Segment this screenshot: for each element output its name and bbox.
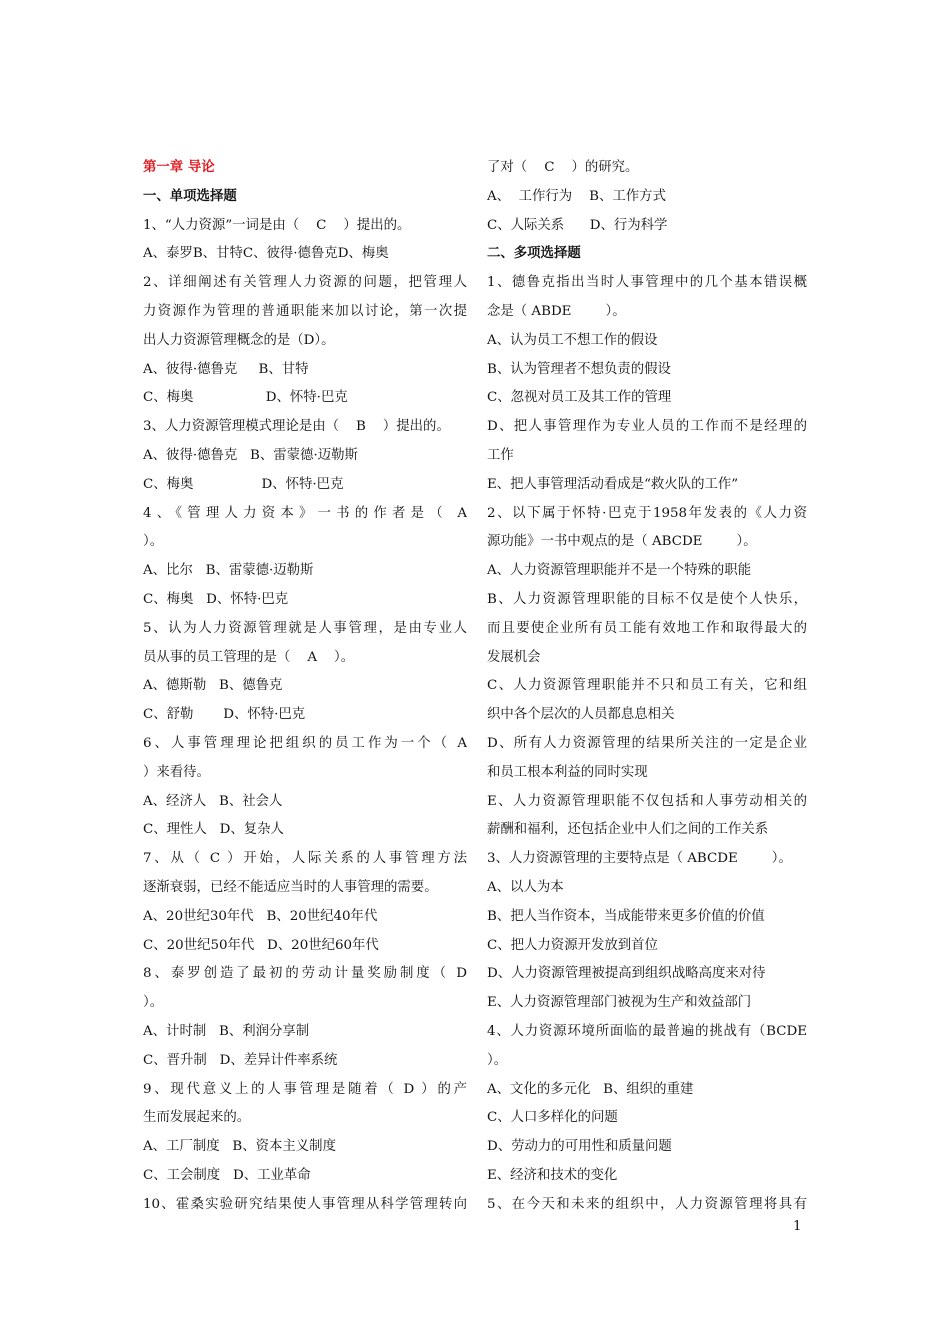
text-line: 2、详细阐述有关管理人力资源的问题，把管理人	[143, 275, 467, 291]
text-line: A、认为员工不想工作的假设	[487, 332, 658, 348]
text-line: A、 工作行为 B、工作方式	[487, 188, 666, 204]
text-line: 4、人力资源环境所面临的最普遍的挑战有（BCDE	[487, 1023, 807, 1039]
text-line: ）。	[143, 995, 164, 1011]
text-line: 工作	[487, 447, 514, 463]
text-line: 5、认为人力资源管理就是人事管理，是由专业人	[143, 620, 467, 636]
left-column	[143, 154, 467, 1219]
text-line: 织中各个层次的人员都息息相关	[487, 707, 675, 723]
section-heading: 二、多项选择题	[487, 246, 581, 262]
text-line: A、彼得·德鲁克 B、雷蒙德·迈勒斯	[143, 447, 358, 463]
text-line: B、人力资源管理职能的目标不仅是使个人快乐，	[487, 591, 807, 607]
text-line: 念是（ ABDE ）。	[487, 303, 626, 319]
text-line: C、梅奥 D、怀特·巴克	[143, 476, 344, 492]
text-line: B、认为管理者不想负责的假设	[487, 361, 671, 377]
text-line: D、人力资源管理被提高到组织战略高度来对待	[487, 966, 766, 982]
text-line: A、以人为本	[487, 879, 564, 895]
text-line: 5、在今天和未来的组织中，人力资源管理将具有	[487, 1196, 807, 1212]
text-line: C、人际关系 D、行为科学	[487, 217, 668, 233]
text-line: D、劳动力的可用性和质量问题	[487, 1139, 672, 1155]
text-line: C、晋升制 D、差异计件率系统	[143, 1052, 338, 1068]
text-line: E、人力资源管理职能不仅包括和人事劳动相关的	[487, 793, 807, 809]
text-line: E、人力资源管理部门被视为生产和效益部门	[487, 995, 752, 1011]
text-line: C、人力资源管理职能并不只和员工有关，它和组	[487, 678, 807, 694]
text-line: A、彼得·德鲁克 B、甘特	[143, 361, 309, 377]
text-line: E、经济和技术的变化	[487, 1167, 618, 1183]
text-line: 逐渐衰弱，已经不能适应当时的人事管理的需要。	[143, 879, 438, 895]
text-line: 8、泰罗创造了最初的劳动计量奖励制度（ D	[143, 966, 467, 982]
text-line: 发展机会	[487, 649, 541, 665]
chapter-title: 第一章 导论	[143, 160, 215, 175]
text-line: 1、“人力资源”一词是由（ C ）提出的。	[143, 217, 411, 233]
section-heading: 一、单项选择题	[143, 188, 237, 204]
text-line: A、泰罗B、甘特C、彼得·德鲁克D、梅奥	[143, 246, 389, 262]
text-line: 7、从（ C ）开始，人际关系的人事管理方法	[143, 851, 467, 867]
text-line: D、所有人力资源管理的结果所关注的一定是企业	[487, 735, 807, 751]
text-line: 而且要使企业所有员工能有效地工作和取得最大的	[487, 620, 807, 636]
text-line: ）来看待。	[143, 764, 210, 780]
text-line: 9、现代意义上的人事管理是随着（ D ）的产	[143, 1081, 467, 1097]
text-line: C、把人力资源开发放到首位	[487, 937, 658, 953]
text-line: 源功能》一书中观点的是（ ABCDE ）。	[487, 534, 757, 550]
text-line: A、经济人 B、社会人	[143, 793, 283, 809]
text-line: A、德斯勒 B、德鲁克	[143, 678, 283, 694]
text-line: A、20世纪30年代 B、20世纪40年代	[143, 908, 378, 924]
text-line: 6、人事管理理论把组织的员工作为一个（ A	[143, 735, 467, 751]
text-line: 10、霍桑实验研究结果使人事管理从科学管理转向	[143, 1196, 467, 1212]
text-line: D、把人事管理作为专业人员的工作而不是经理的	[487, 419, 807, 435]
text-line: A、工厂制度 B、资本主义制度	[143, 1139, 336, 1155]
right-column	[487, 154, 807, 1219]
text-line: C、理性人 D、复杂人	[143, 822, 284, 838]
text-line: 1、德鲁克指出当时人事管理中的几个基本错误概	[487, 275, 807, 291]
text-line: C、工会制度 D、工业革命	[143, 1167, 311, 1183]
text-line: A、文化的多元化 B、组织的重建	[487, 1081, 694, 1097]
text-line: 力资源作为管理的普通职能来加以讨论，第一次提	[143, 303, 467, 319]
text-line: C、梅奥 D、怀特·巴克	[143, 390, 348, 406]
text-line: C、忽视对员工及其工作的管理	[487, 390, 672, 406]
text-line: 员从事的员工管理的是（ A ）。	[143, 649, 355, 665]
text-line: A、人力资源管理职能并不是一个特殊的职能	[487, 563, 752, 579]
text-line: 薪酬和福利，还包括企业中人们之间的工作关系	[487, 822, 769, 838]
text-line: 生而发展起来的。	[143, 1110, 251, 1126]
text-line: 3、人力资源管理模式理论是由（ B ）提出的。	[143, 419, 450, 435]
text-line: C、人口多样化的问题	[487, 1110, 618, 1126]
text-line: A、比尔 B、雷蒙德·迈勒斯	[143, 563, 314, 579]
text-line: C、梅奥 D、怀特·巴克	[143, 591, 289, 607]
text-line: C、舒勒 D、怀特·巴克	[143, 707, 306, 723]
text-line: 出人力资源管理概念的是（D）。	[143, 332, 335, 348]
text-line: 和员工根本利益的同时实现	[487, 764, 648, 780]
page-number: 1	[793, 1219, 802, 1234]
text-line: 4、《管理人力资本》一书的作者是（ A	[143, 505, 467, 521]
text-line: 2、以下属于怀特·巴克于1958年发表的《人力资	[487, 505, 807, 521]
text-line: 3、人力资源管理的主要特点是（ ABCDE ）。	[487, 851, 792, 867]
text-line: E、把人事管理活动看成是“救火队的工作”	[487, 476, 739, 492]
text-line: B、把人当作资本，当成能带来更多价值的价值	[487, 908, 765, 924]
text-line: ）。	[487, 1052, 508, 1068]
text-line: A、计时制 B、利润分享制	[143, 1023, 310, 1039]
text-line: 了对（ C ）的研究。	[487, 160, 639, 175]
text-line: ）。	[143, 534, 164, 550]
text-line: C、20世纪50年代 D、20世纪60年代	[143, 937, 379, 953]
